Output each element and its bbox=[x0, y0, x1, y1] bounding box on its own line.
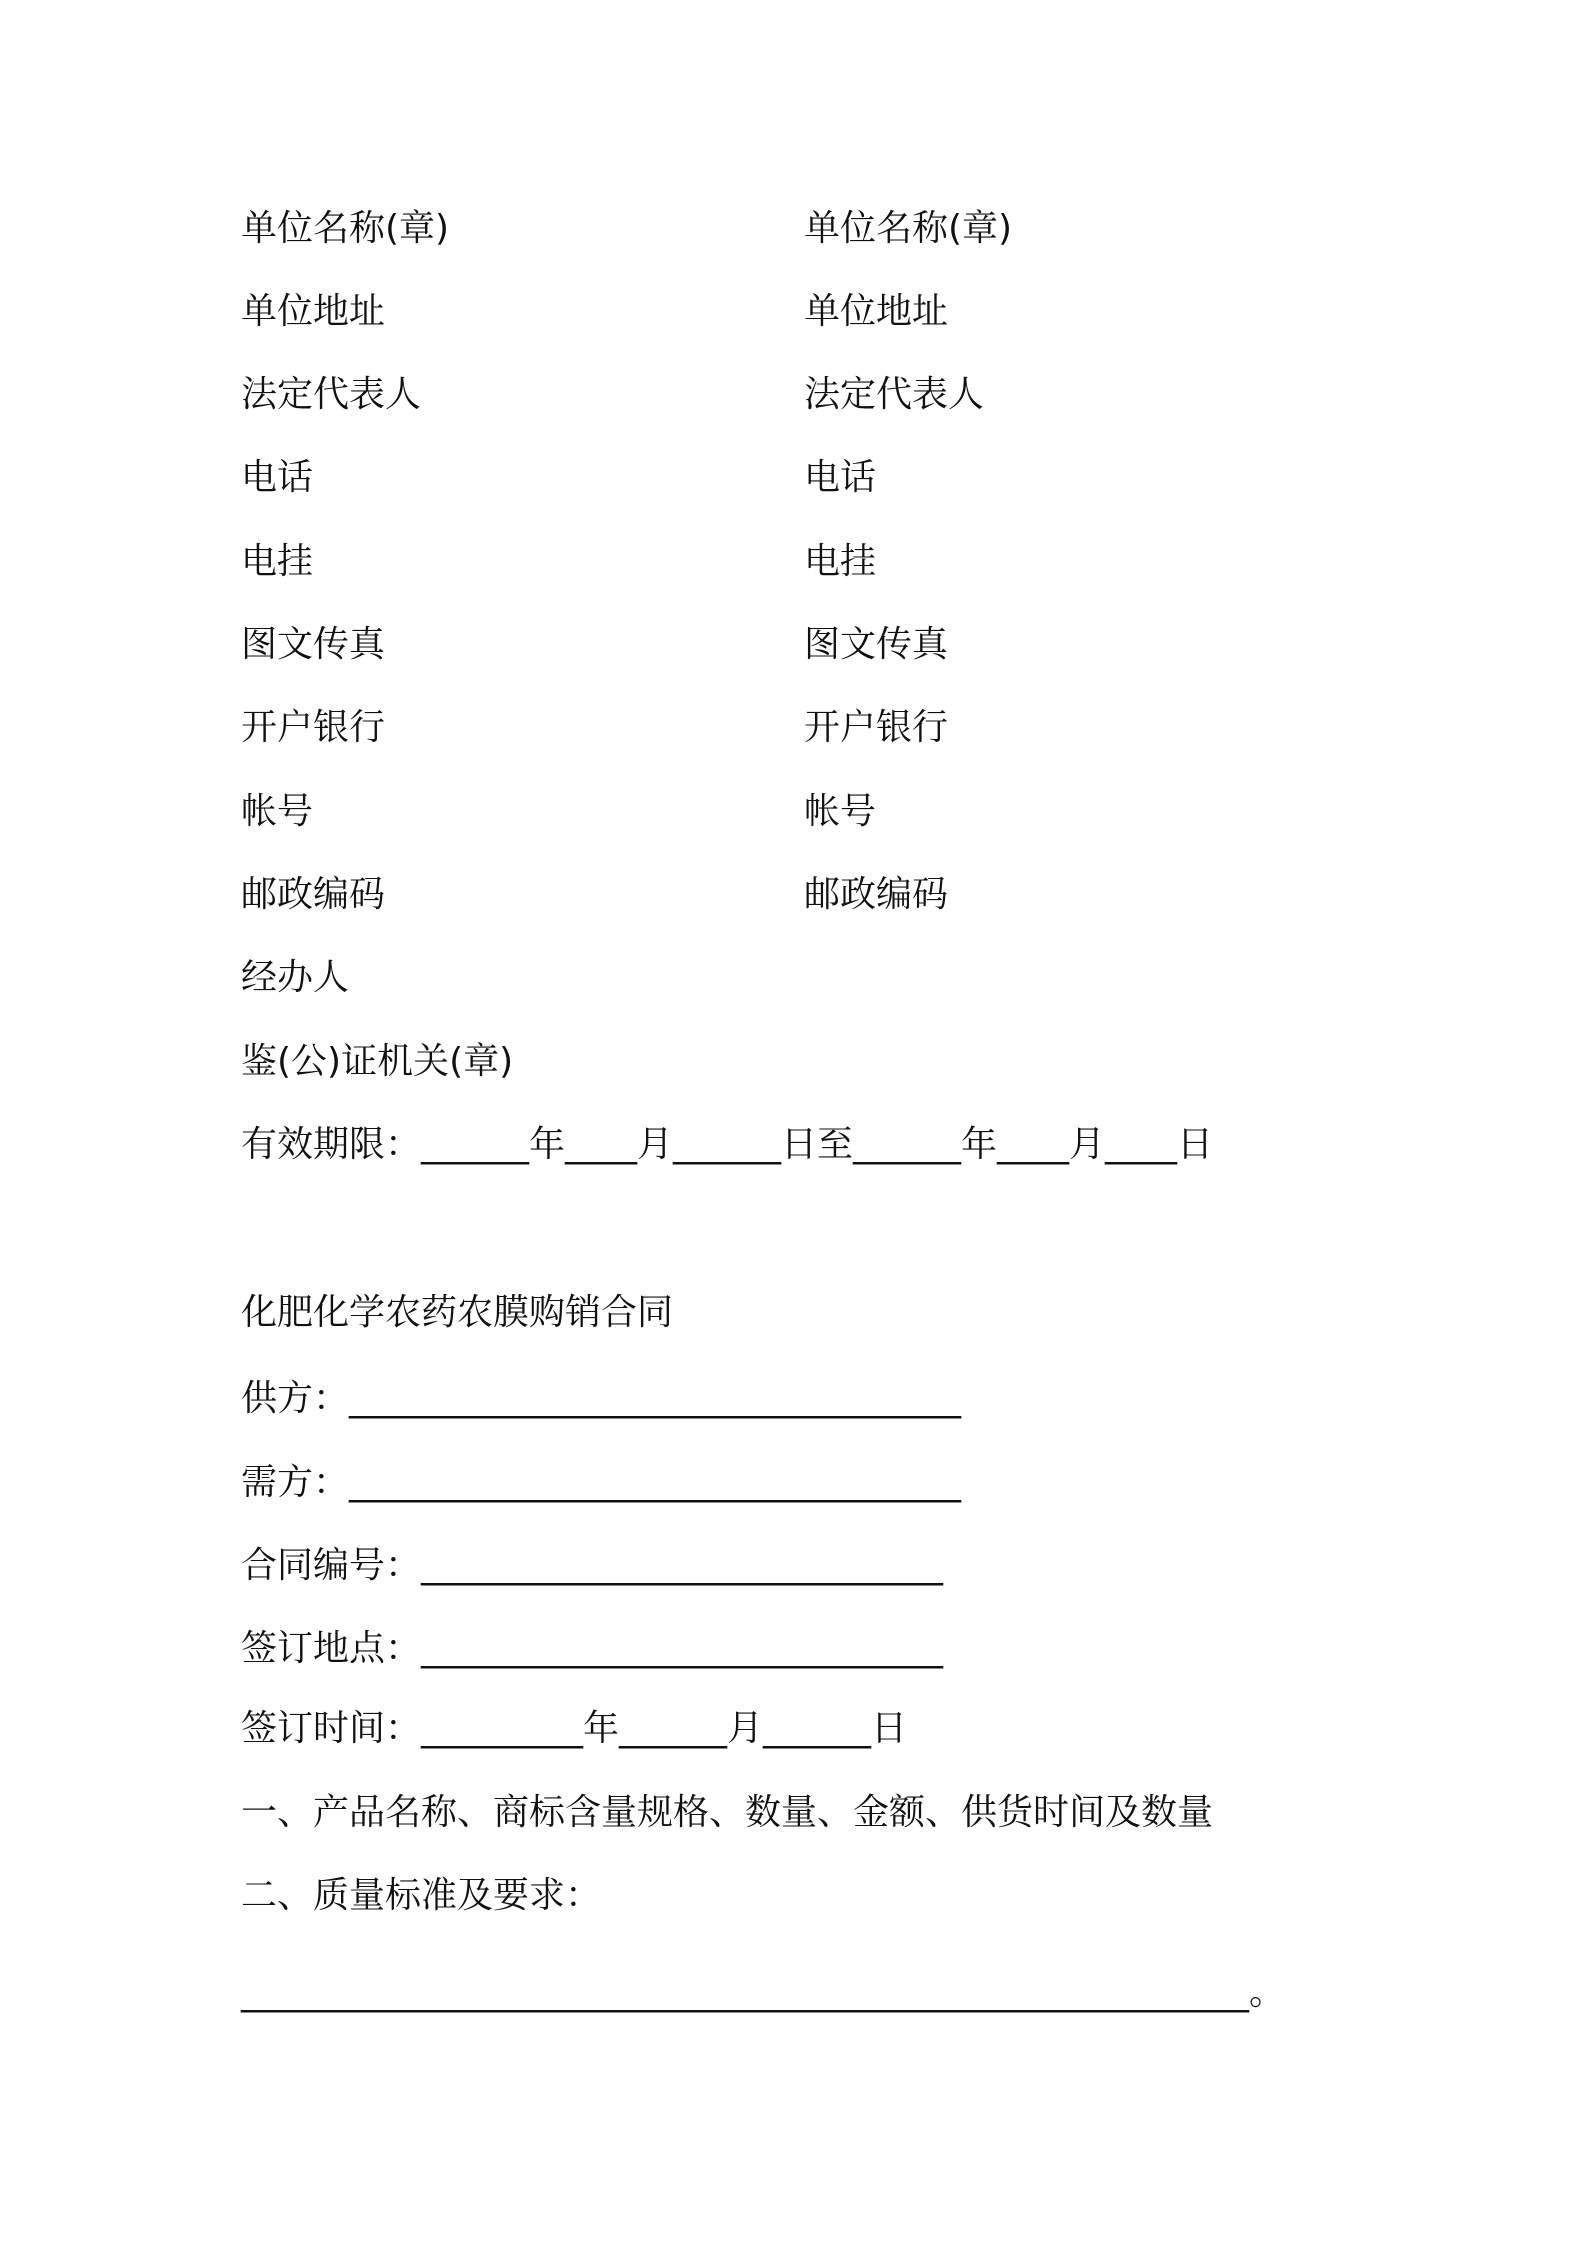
quality-blank-line: ________________________________________________________。 bbox=[241, 1972, 1285, 2013]
party-b-account-label: 帐号 bbox=[804, 791, 877, 832]
validity-period-line: 有效期限：______年____月______日至______年____月____日 bbox=[241, 1124, 1214, 1165]
party-a-postcode-label: 邮政编码 bbox=[241, 874, 386, 915]
supplier-line: 供方：__________________________________ bbox=[241, 1378, 962, 1419]
notary-label: 鉴(公)证机关(章) bbox=[241, 1041, 514, 1082]
party-a-cable-label: 电挂 bbox=[241, 541, 314, 582]
party-a-fax-label: 图文传真 bbox=[241, 624, 386, 665]
sign-time-line: 签订时间：_________年______月______日 bbox=[241, 1708, 908, 1749]
party-row-legal-rep bbox=[0, 371, 1586, 419]
clause-2-heading: 二、质量标准及要求： bbox=[241, 1875, 602, 1916]
party-a-phone-label: 电话 bbox=[241, 457, 314, 498]
party-b-address-label: 单位地址 bbox=[804, 291, 949, 332]
party-row-postcode bbox=[0, 871, 1586, 919]
party-b-cable-label: 电挂 bbox=[804, 541, 877, 582]
party-row-address bbox=[0, 288, 1586, 336]
party-a-legal-rep-label: 法定代表人 bbox=[241, 374, 422, 415]
contract-number-line: 合同编号：_____________________________ bbox=[241, 1545, 944, 1586]
party-a-unit-name-label: 单位名称(章) bbox=[241, 208, 450, 249]
party-row-phone bbox=[0, 454, 1586, 502]
contract-title: 化肥化学农药农膜购销合同 bbox=[241, 1292, 674, 1333]
party-b-phone-label: 电话 bbox=[804, 457, 877, 498]
party-b-bank-label: 开户银行 bbox=[804, 707, 949, 748]
party-row-bank bbox=[0, 704, 1586, 752]
party-a-account-label: 帐号 bbox=[241, 791, 314, 832]
party-row-cable bbox=[0, 538, 1586, 586]
buyer-line: 需方：__________________________________ bbox=[241, 1462, 962, 1503]
party-b-postcode-label: 邮政编码 bbox=[804, 874, 949, 915]
party-b-unit-name-label: 单位名称(章) bbox=[804, 208, 1013, 249]
clause-1-heading: 一、产品名称、商标含量规格、数量、金额、供货时间及数量 bbox=[241, 1792, 1214, 1833]
party-row-fax bbox=[0, 621, 1586, 669]
party-b-fax-label: 图文传真 bbox=[804, 624, 949, 665]
agent-label: 经办人 bbox=[241, 957, 350, 998]
party-b-legal-rep-label: 法定代表人 bbox=[804, 374, 985, 415]
party-a-address-label: 单位地址 bbox=[241, 291, 386, 332]
party-row-unit-name bbox=[0, 205, 1586, 253]
party-row-account bbox=[0, 788, 1586, 836]
party-a-bank-label: 开户银行 bbox=[241, 707, 386, 748]
sign-place-line: 签订地点：_____________________________ bbox=[241, 1628, 944, 1669]
